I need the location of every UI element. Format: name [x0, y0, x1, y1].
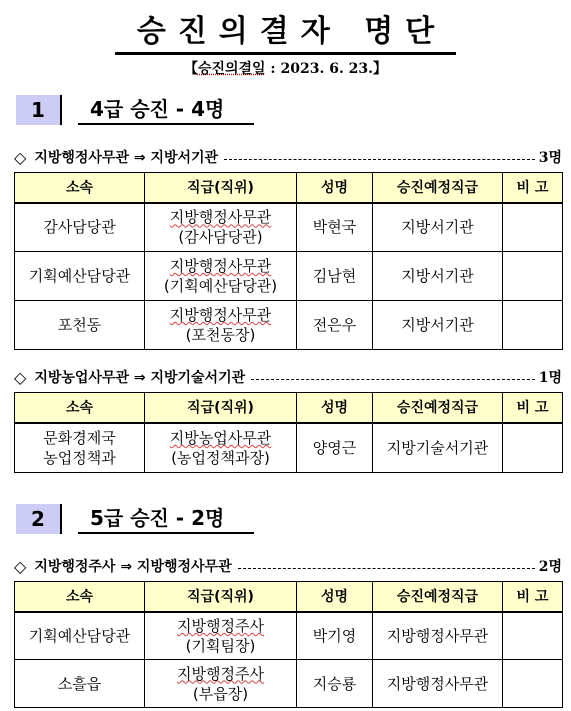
cell-org [15, 252, 145, 301]
header-rank: 직급(직위) [145, 393, 297, 423]
header-org: 소속 [15, 173, 145, 203]
org-text: 포천동 [57, 316, 102, 334]
rank-text: 지방행정주사 [177, 664, 264, 683]
org-text: 기획예산담당관 [28, 267, 131, 285]
section-number: 1 [16, 95, 62, 125]
section-number: 2 [16, 504, 62, 534]
org-text: 기획예산담당관 [28, 626, 131, 645]
table-row [15, 301, 563, 350]
table-row [15, 423, 563, 473]
cell-name: 박기영 [297, 612, 373, 660]
dotted-leader [238, 568, 535, 569]
cell-promo: 지방서기관 [373, 252, 503, 301]
position-text: (부읍장) [192, 684, 249, 703]
header-org: 소속 [15, 582, 145, 612]
group-label: 지방행정사무관 ⇒ 지방서기관 [34, 150, 219, 166]
cell-rank [145, 660, 297, 708]
position-text: (농업정책과장) [171, 448, 270, 467]
rank-text: 지방행정사무관 [169, 208, 272, 227]
header-note: 비 고 [503, 393, 563, 423]
date-label: 승진의결일 [197, 61, 266, 77]
cell-note [503, 252, 563, 301]
cell-rank [145, 252, 297, 301]
group-label: 지방농업사무관 ⇒ 지방기술서기관 [34, 370, 246, 386]
cell-rank [145, 612, 297, 660]
cell-rank [145, 423, 297, 473]
group-count: 2명 [538, 559, 562, 575]
diamond-icon: ◇ [14, 147, 27, 167]
cell-promo: 지방서기관 [373, 203, 503, 252]
header-name: 성명 [297, 393, 373, 423]
header-promo: 승진예정직급 [373, 393, 503, 423]
cell-note [503, 301, 563, 350]
group-heading [14, 556, 562, 576]
cell-org [15, 301, 145, 350]
group-heading [14, 367, 562, 387]
header-note: 비 고 [503, 173, 563, 203]
org-text: 감사담당관 [43, 218, 116, 237]
date-open-bracket: 【 [183, 61, 198, 77]
rank-text: 지방행정사무관 [169, 306, 272, 324]
promotion-table [14, 172, 563, 350]
section-title: 5급 승진 - 2명 [78, 504, 254, 534]
org-text: 소흘읍 [57, 674, 102, 693]
rank-text: 지방행정사무관 [169, 257, 272, 275]
position-text: (감사담당관) [178, 228, 263, 247]
header-rank: 직급(직위) [145, 582, 297, 612]
cell-org [15, 612, 145, 660]
org-text: 문화경제국 [43, 428, 116, 447]
header-rank: 직급(직위) [145, 173, 297, 203]
header-org: 소속 [15, 393, 145, 423]
cell-note [503, 660, 563, 708]
position-text: (기획팀장) [185, 636, 256, 655]
table-row [15, 252, 563, 301]
page-title: 승진의결자 명단 [115, 6, 456, 55]
cell-org [15, 203, 145, 252]
header-promo: 승진예정직급 [373, 173, 503, 203]
cell-note [503, 612, 563, 660]
cell-name: 양영근 [297, 423, 373, 473]
promotion-table [14, 392, 563, 473]
header-promo: 승진예정직급 [373, 582, 503, 612]
cell-name: 지승룡 [297, 660, 373, 708]
title-wrap [0, 6, 571, 55]
cell-note [503, 423, 563, 473]
date-close-bracket: 】 [373, 61, 388, 77]
table-header-row [15, 173, 563, 203]
rank-text: 지방행정주사 [177, 616, 264, 635]
table-row [15, 203, 563, 252]
position-text: (기획예산담당관) [163, 277, 278, 295]
cell-org [15, 423, 145, 473]
date-separator: : [265, 61, 281, 77]
cell-name: 김남현 [297, 252, 373, 301]
cell-promo: 지방기술서기관 [373, 423, 503, 473]
header-name: 성명 [297, 173, 373, 203]
dotted-leader [224, 159, 535, 160]
cell-rank [145, 203, 297, 252]
table-header-row [15, 393, 563, 423]
cell-note [503, 203, 563, 252]
org-text: 농업정책과 [43, 448, 116, 467]
table-header-row [15, 582, 563, 612]
dotted-leader [251, 379, 535, 380]
cell-promo: 지방행정사무관 [373, 612, 503, 660]
header-note: 비 고 [503, 582, 563, 612]
group-label: 지방행정주사 ⇒ 지방행정사무관 [34, 559, 232, 575]
group-count: 1명 [538, 370, 562, 386]
table-row [15, 660, 563, 708]
header-name: 성명 [297, 582, 373, 612]
group-count: 3명 [538, 150, 562, 166]
rank-text: 지방농업사무관 [169, 428, 272, 447]
diamond-icon: ◇ [14, 367, 27, 387]
cell-org [15, 660, 145, 708]
promotion-table [14, 581, 563, 708]
diamond-icon: ◇ [14, 556, 27, 576]
position-text: (포천동장) [185, 326, 256, 344]
table-row [15, 612, 563, 660]
cell-name: 전은우 [297, 301, 373, 350]
group-heading [14, 147, 562, 167]
cell-promo: 지방서기관 [373, 301, 503, 350]
cell-name: 박현국 [297, 203, 373, 252]
decision-date [0, 58, 571, 78]
section-title: 4급 승진 - 4명 [78, 95, 254, 125]
cell-rank [145, 301, 297, 350]
cell-promo: 지방행정사무관 [373, 660, 503, 708]
date-value: 2023. 6. 23. [280, 61, 374, 77]
